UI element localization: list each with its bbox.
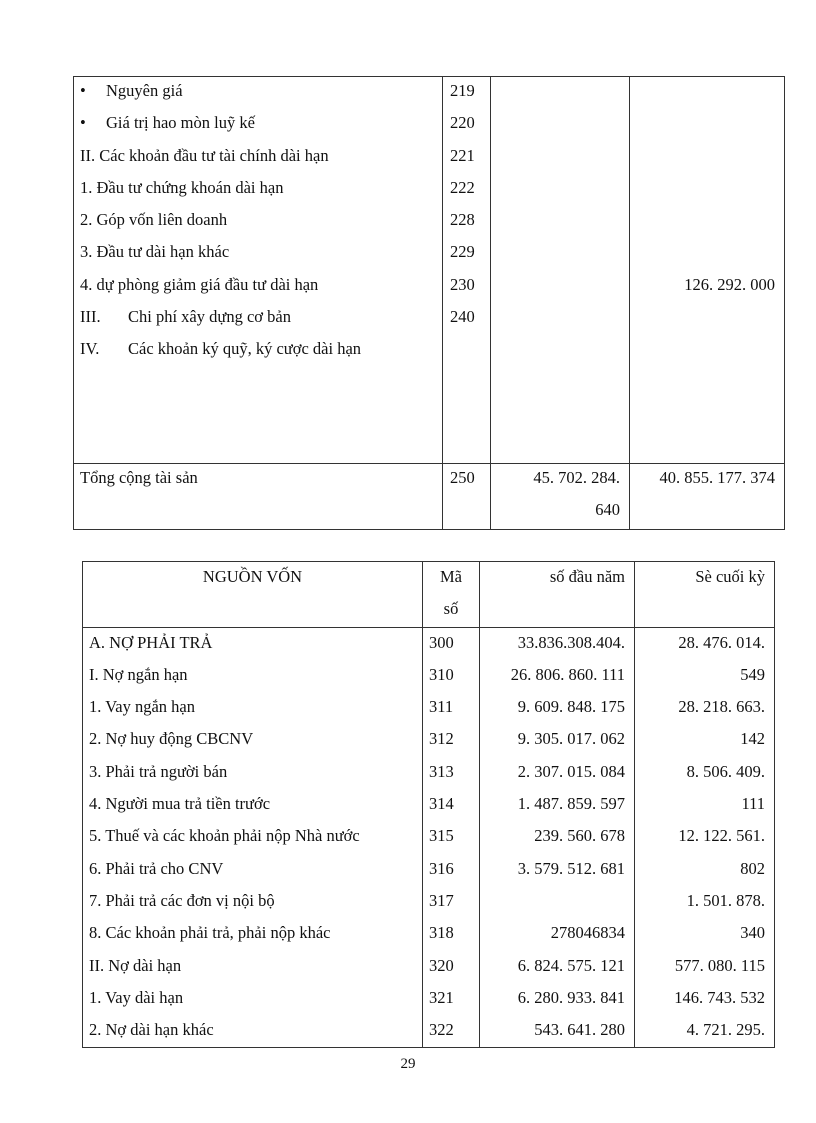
source-label: 8. Các khoản phải trả, phải nộp khác: [89, 923, 331, 943]
bullet-icon: •: [80, 113, 86, 133]
source-code: 312: [429, 729, 454, 749]
source-label: 4. Người mua trả tiền trước: [89, 794, 271, 814]
asset-item: [80, 303, 442, 335]
total-begin: 45. 702. 284. 640: [491, 464, 630, 530]
page-number: 29: [400, 1056, 416, 1072]
assets-total-row: [74, 464, 785, 530]
header-sources: NGUỒN VỐN: [83, 562, 423, 628]
source-label: 1. Vay dài hạn: [89, 987, 184, 1007]
asset-code: 221: [450, 145, 475, 165]
assets-items-row: [74, 77, 785, 464]
asset-code: 240: [450, 307, 475, 327]
sources-table: [82, 561, 775, 1048]
asset-item: [80, 335, 442, 367]
source-label: 3. Phải trả người bán: [89, 761, 228, 781]
source-begin: 239. 560. 678: [534, 826, 625, 846]
source-end: 28. 476. 014.: [678, 632, 765, 652]
asset-num: III.: [80, 307, 101, 327]
asset-code: 228: [450, 210, 475, 230]
total-label: Tổng cộng tài sản: [74, 464, 443, 530]
total-code: 250: [443, 464, 491, 530]
source-code: 313: [429, 761, 454, 781]
source-begin: 3. 579. 512. 681: [517, 858, 625, 878]
source-label: 5. Thuế và các khoản phải nộp Nhà nước: [89, 826, 360, 846]
source-end: 8. 506. 409.: [686, 761, 765, 781]
source-label: A. NỢ PHẢI TRẢ: [89, 632, 213, 652]
source-label: 2. Nợ dài hạn khác: [89, 1020, 214, 1040]
source-end: 1. 501. 878.: [686, 890, 765, 910]
assets-begin-cell: [491, 77, 630, 464]
source-begin: 6. 824. 575. 121: [517, 955, 625, 975]
asset-num: IV.: [80, 339, 100, 359]
asset-item: [80, 77, 442, 109]
asset-label: Nguyên giá: [106, 81, 183, 100]
source-begin: 6. 280. 933. 841: [517, 987, 625, 1007]
source-end: 28. 218. 663.: [678, 697, 765, 717]
source-code: 300: [429, 632, 454, 652]
asset-label: Giá trị hao mòn luỹ kế: [106, 113, 255, 133]
asset-item: 4. dự phòng giảm giá đầu tư dài hạn: [80, 274, 319, 294]
source-code: 322: [429, 1020, 454, 1040]
source-code: 318: [429, 923, 454, 943]
source-label: II. Nợ dài hạn: [89, 955, 182, 975]
source-begin: 543. 641. 280: [534, 1020, 625, 1040]
source-code: 314: [429, 794, 454, 814]
asset-code: 220: [450, 113, 475, 133]
source-begin: 2. 307. 015. 084: [517, 761, 625, 781]
source-code: 320: [429, 955, 454, 975]
source-end: 802: [740, 858, 765, 878]
source-begin: [480, 886, 634, 918]
source-end: 4. 721. 295.: [686, 1020, 765, 1040]
source-label: I. Nợ ngắn hạn: [89, 664, 188, 684]
source-begin: 9. 305. 017. 062: [517, 729, 625, 749]
asset-item: 2. Góp vốn liên doanh: [80, 210, 228, 230]
asset-end-value: 126. 292. 000: [684, 274, 775, 294]
asset-item: 1. Đầu tư chứng khoán dài hạn: [80, 177, 284, 197]
bullet-icon: •: [80, 81, 86, 100]
source-code: 311: [429, 697, 454, 717]
source-label: 6. Phải trả cho CNV: [89, 858, 224, 878]
source-label: 7. Phải trả các đơn vị nội bộ: [89, 890, 275, 910]
source-begin: 26. 806. 860. 111: [510, 664, 625, 684]
header-begin: số đầu năm: [480, 562, 635, 628]
sources-code-cell: [423, 627, 480, 1048]
assets-label-cell: [74, 77, 443, 464]
sources-end-cell: [635, 627, 775, 1048]
source-end: 146. 743. 532: [674, 987, 765, 1007]
source-code: 315: [429, 826, 454, 846]
source-end: 111: [741, 794, 765, 814]
source-label: 2. Nợ huy động CBCNV: [89, 729, 254, 749]
asset-code: 229: [450, 242, 475, 262]
source-end: 340: [740, 923, 765, 943]
source-end: 549: [740, 664, 765, 684]
source-label: 1. Vay ngắn hạn: [89, 697, 196, 717]
assets-end-cell: [630, 77, 785, 464]
source-code: 316: [429, 858, 454, 878]
sources-label-cell: [83, 627, 423, 1048]
asset-code: 219: [450, 81, 475, 100]
total-end: 40. 855. 177. 374: [630, 464, 785, 530]
sources-body-row: [83, 627, 775, 1048]
asset-item: [80, 109, 442, 141]
asset-text: Chi phí xây dựng cơ bản: [128, 307, 291, 327]
assets-code-cell: [443, 77, 491, 464]
source-code: 317: [429, 890, 454, 910]
source-code: 310: [429, 664, 454, 684]
source-begin: 33.836.308.404.: [517, 632, 625, 652]
sources-begin-cell: [480, 627, 635, 1048]
asset-text: Các khoản ký quỹ, ký cược dài hạn: [128, 339, 362, 359]
asset-item: 3. Đầu tư dài hạn khác: [80, 242, 230, 262]
source-end: 577. 080. 115: [674, 955, 765, 975]
asset-code: 222: [450, 177, 475, 197]
source-begin: 278046834: [550, 923, 625, 943]
assets-table: [73, 76, 785, 530]
source-code: 321: [429, 987, 454, 1007]
sources-header-row: [83, 562, 775, 628]
asset-item: II. Các khoản đầu tư tài chính dài hạn: [80, 145, 329, 165]
source-begin: 9. 609. 848. 175: [517, 697, 625, 717]
source-end: 142: [740, 729, 765, 749]
header-end: Sè cuối kỳ: [635, 562, 775, 628]
header-code: Mã số: [423, 562, 480, 628]
source-end: 12. 122. 561.: [678, 826, 765, 846]
asset-code: 230: [450, 274, 475, 294]
source-begin: 1. 487. 859. 597: [517, 794, 625, 814]
